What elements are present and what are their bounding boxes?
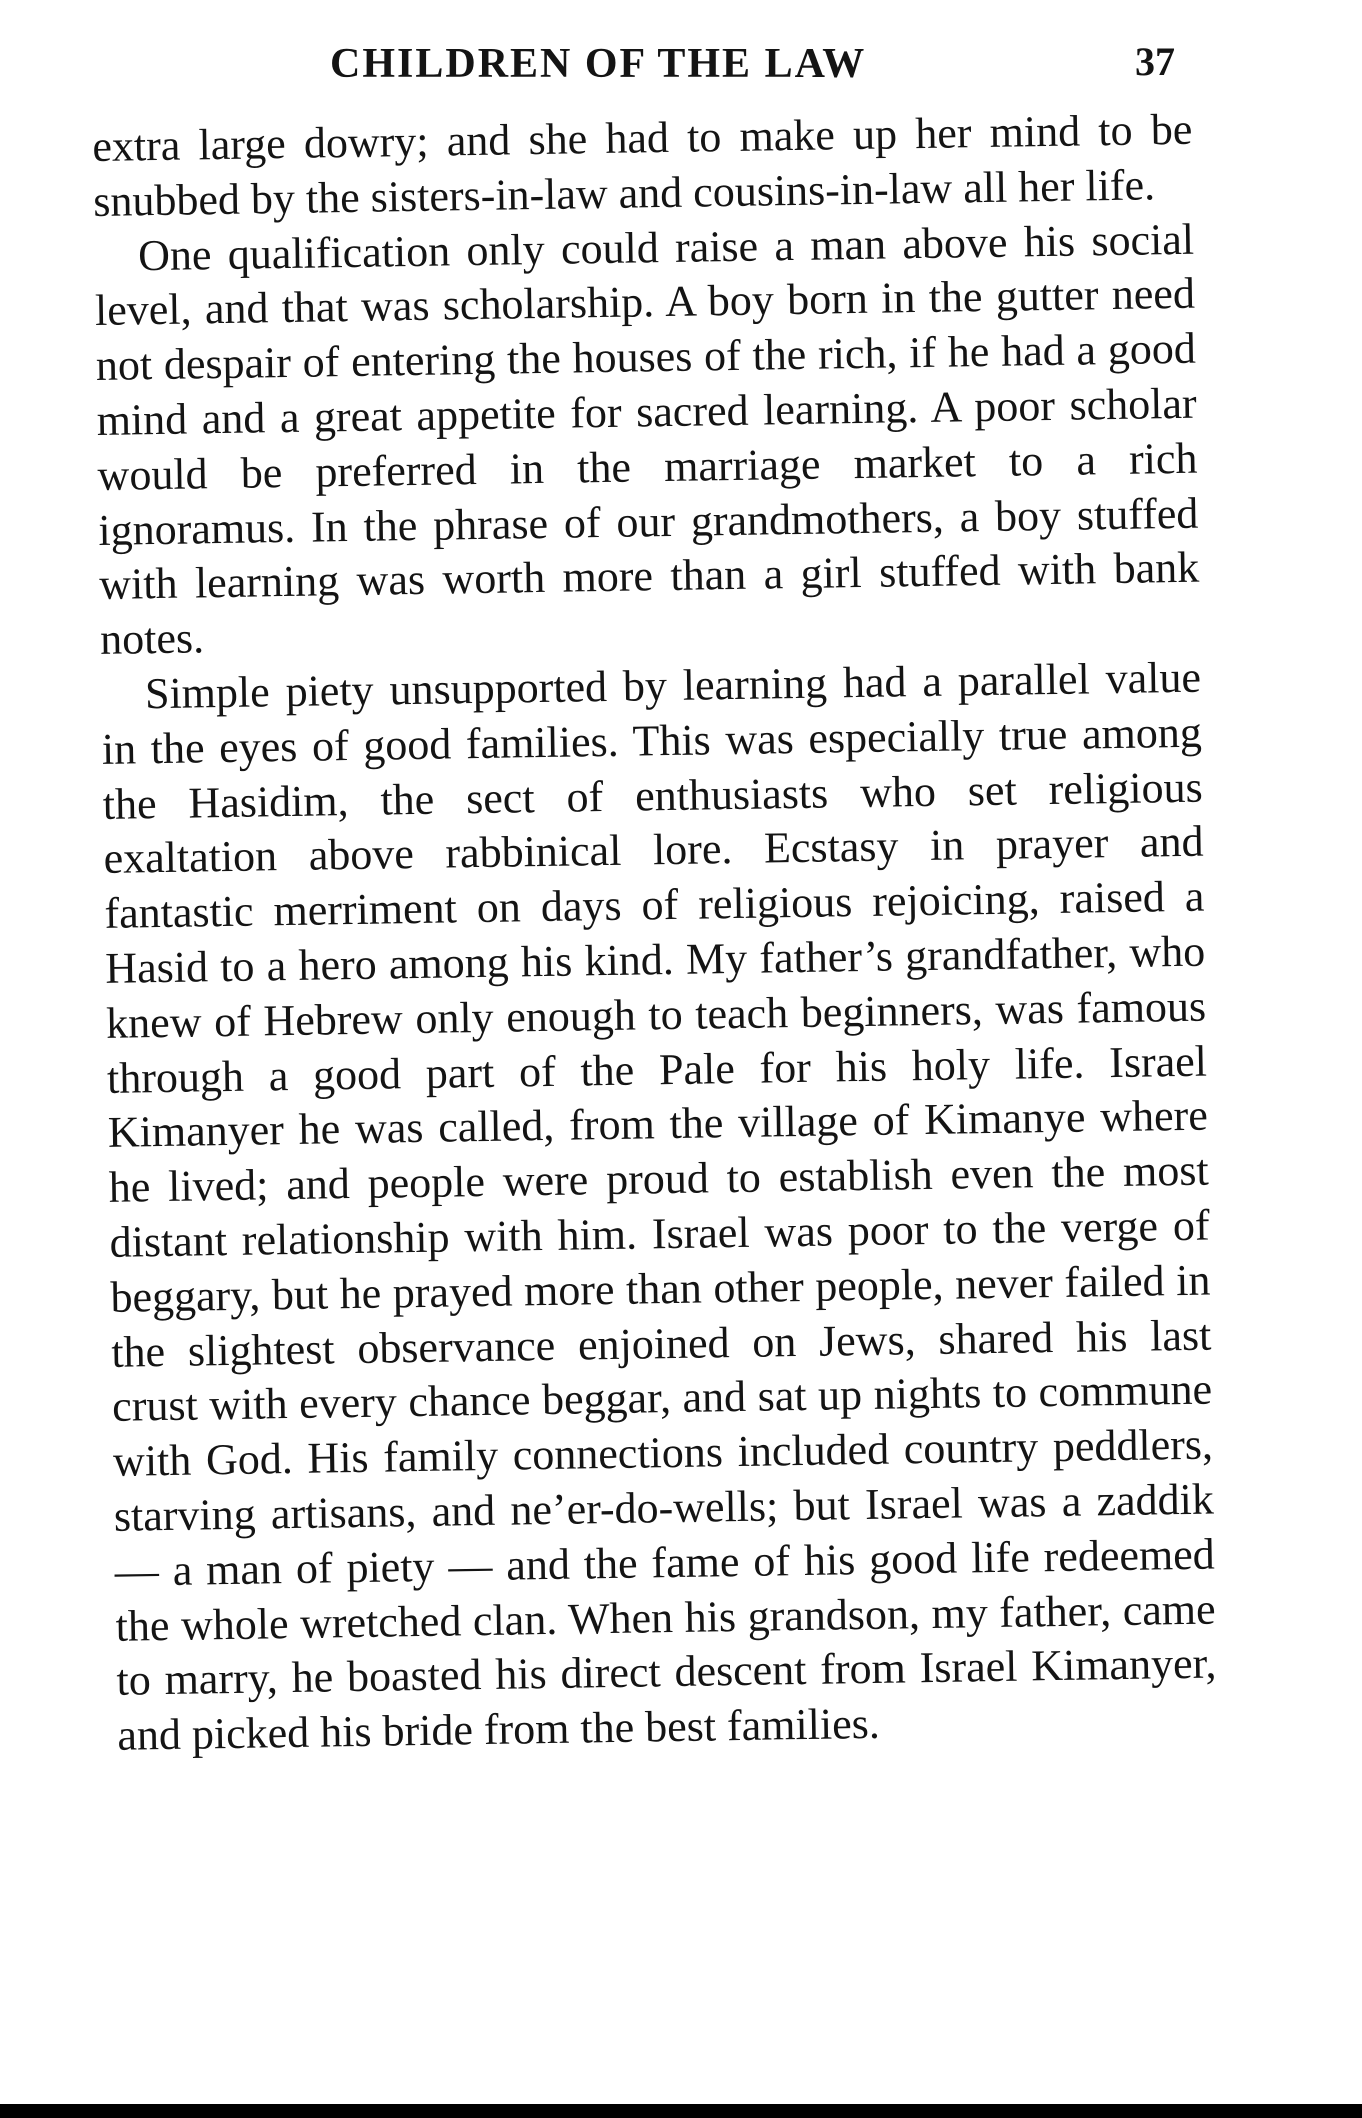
running-head: CHILDREN OF THE LAW [330,41,867,87]
body-text [92,103,1218,1764]
paragraph-piety: Simple piety unsupported by learning had a parallel value in the eyes of good families. This was especially true among the Hasidim, the sect of enthusiasts who set religious exaltation above rabbinical lore. Ecstasy in prayer and fantastic merriment on days of religious rejoicing, raised a Hasid to a hero among his kind. My father’s grandfather, who knew of Hebrew only enough to teach beginners, was famous through a good part of the Pale for his holy life. Israel Kimanyer he was called, from the village of Kimanye where he lived; and people were proud to establish even the most distant relationship with him. Israel was poor to the verge of beggary, but he prayed more than other people, never failed in the slightest observance enjoined on Jews, shared his last crust with every chance beggar, and sat up nights to commune with God. His family connections included country peddlers, starving artisans, and ne’er-do-wells; but Israel was a zaddik — a man of piety — and the fame of his good life redeemed the whole wretched clan. When his grandson, my father, came to marry, he boasted his direct descent from Israel Kimanyer, and picked his bride from the best families. [101,652,1217,1760]
scan-edge-bar [0,2104,1362,2118]
page-number: 37 [1135,39,1175,84]
paragraph-continued: extra large dowry; and she had to make up her mind to be snubbed by the sisters-in-law and cousins-in-law all her life. [92,104,1193,226]
paragraph-scholarship: One qualification only could raise a man above his social level, and that was scholarship. A boy born in the gutter need not despair of entering the houses of the rich, if he had a good mind and a great appetite for sacred learning. A poor scholar would be preferred in the marriage market to a rich ignoramus. In the phrase of our grandmothers, a boy stuffed with learning was worth more than a girl stuffed with bank notes. [94,214,1200,665]
page-header [0,32,1362,102]
